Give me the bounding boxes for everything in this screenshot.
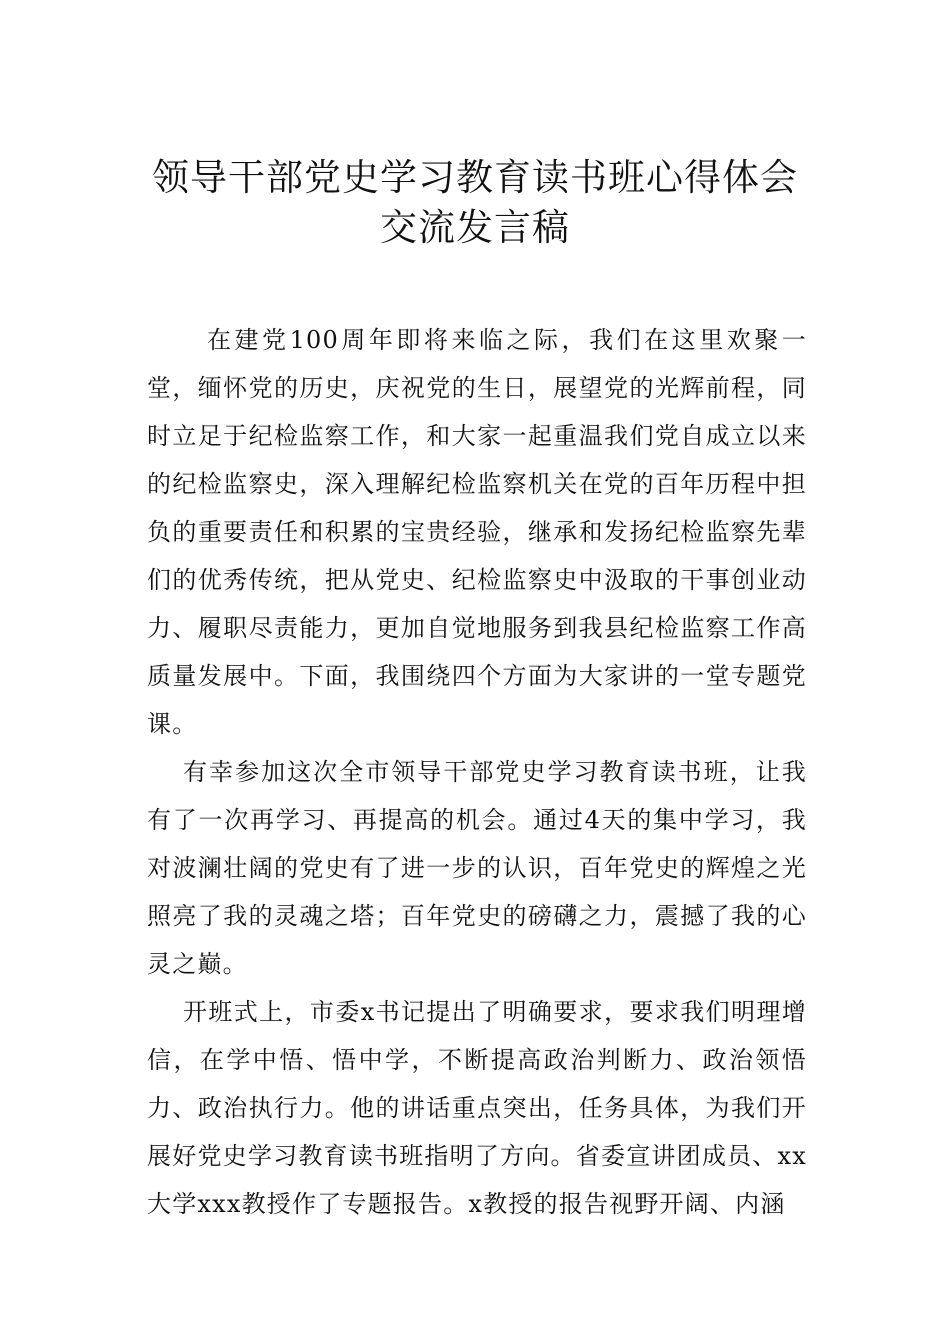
paragraph-3: 开班式上，市委x书记提出了明确要求，要求我们明理增信，在学中悟、悟中学，不断提高政治判断力、政治领悟力、政治执行力。他的讲话重点突出，任务具体，为我们开展好党史学习教育读书班指明了方向。省委宣讲团成员、xx大学xxx教授作了专题报告。x教授的报告视野开阔、内涵 (147, 998, 807, 1218)
paragraph-1: 在建党100周年即将来临之际，我们在这里欢聚一堂，缅怀党的历史，庆祝党的生日，展望党的光辉前程，同时立足于纪检监察工作，和大家一起重温我们党自成立以来的纪检监察史，深入理解纪检监察机关在党的百年历程中担负的重要责任和积累的宝贵经验，继承和发扬纪检监察先辈们的优秀传统，把从党史、纪检监察史中汲取的干事创业动力、履职尽责能力，更加自觉地服务到我县纪检监察工作高质量发展中。下面，我围绕四个方面为大家讲的一堂专题党课。 (147, 326, 807, 738)
document-body (147, 316, 807, 1228)
document-title-line-1: 领导干部党史学习教育读书班心得体会 (152, 156, 798, 199)
document-title-line-2: 交流发言稿 (380, 206, 570, 249)
paragraph-2: 有幸参加这次全市领导干部党史学习教育读书班，让我有了一次再学习、再提高的机会。通过4天的集中学习，我对波澜壮阔的党史有了进一步的认识，百年党史的辉煌之光照亮了我的灵魂之塔；百年党史的磅礴之力，震撼了我的心灵之巅。 (147, 758, 807, 978)
